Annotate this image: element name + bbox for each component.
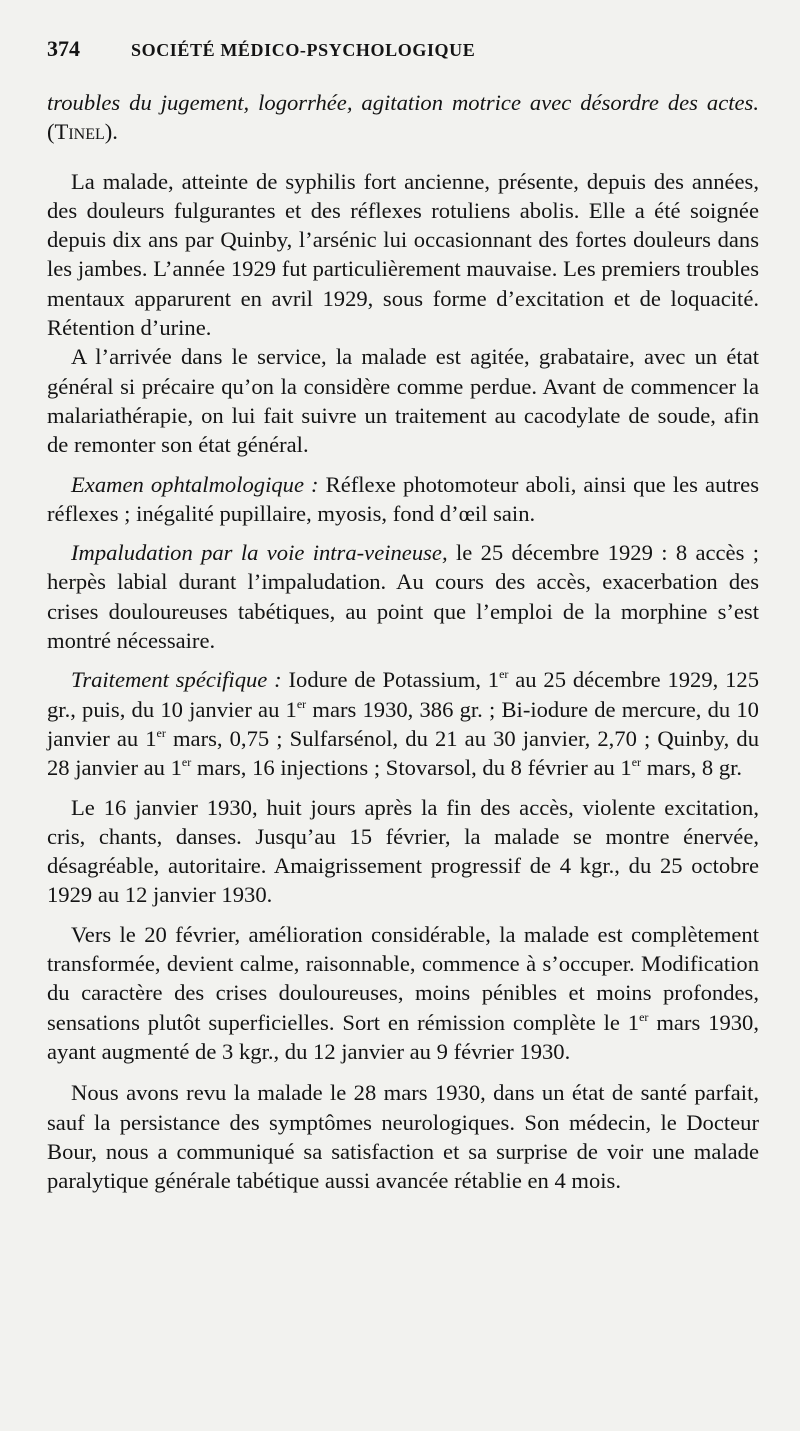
ophthalmology-label: Examen ophtalmologique : bbox=[71, 471, 319, 497]
paragraph-ophthalmology bbox=[47, 470, 759, 529]
treatment-text-a: Iodure de Potassium, 1 bbox=[281, 667, 500, 693]
paragraph-treatment bbox=[47, 665, 759, 782]
body-text bbox=[47, 88, 759, 1195]
impaludation-label: Impaludation par la voie intra-veineuse, bbox=[71, 540, 448, 566]
author-name: Tinel bbox=[54, 119, 105, 145]
paragraph-excitation: Le 16 janvier 1930, huit jours après la fin des accès, violente excitation, cris, chants, danses. Jusqu’au 15 février, la malade se montre énervée, désagréable, autoritaire. Amaigrissement progressif de 4 kgr., du 25 octobre 1929 au 12 janvier 1930. bbox=[47, 794, 759, 908]
treatment-text-e: mars, 16 injections ; Stovarsol, du 8 février au 1 bbox=[191, 755, 632, 781]
page-number: 374 bbox=[47, 36, 80, 61]
superscript-er: er bbox=[181, 755, 192, 770]
paragraph-impaludation bbox=[47, 538, 759, 655]
treatment-label: Traitement spécifique : bbox=[71, 667, 282, 693]
ophthalmology-text: Réflexe photomoteur aboli, ainsi que les autres réflexes ; inégalité pupillaire, myosis, fond d’œil sain. bbox=[47, 471, 759, 526]
paragraph-history: La malade, atteinte de syphilis fort ancienne, présente, depuis des années, des douleurs fulgurantes et des réflexes rotuliens abolis. Elle a été soignée depuis dix ans par Quinby, l’arsénic lui occasionnant des fortes douleurs dans les jambes. L’année 1929 fut particulièrement mauvaise. Les premiers troubles mentaux apparurent en avril 1929, sous forme d’excitation et de loquacité. Rétention d’urine. bbox=[47, 168, 759, 341]
superscript-er: er bbox=[499, 667, 509, 682]
author-close: ). bbox=[104, 119, 118, 145]
treatment-text-c: mars 1930, 386 gr. ; Bi-iodure de mercure, du 10 janvier au 1 bbox=[47, 696, 759, 751]
running-head bbox=[47, 36, 758, 74]
paragraph-admission: A l’arrivée dans le service, la malade est agitée, grabataire, avec un état général si précaire qu’on la considère comme perdue. Avant de commencer la malariathérapie, on lui fait suivre un traitement au cacodylate de soude, afin de remonter son état général. bbox=[47, 344, 759, 458]
impaludation-text: le 25 décembre 1929 : 8 accès ; herpès labial durant l’impaludation. Au cours des accès, exacerbation des crises douloureuses tabétiques, au point que l’emploi de la morphine s’est montré nécessaire. bbox=[47, 540, 759, 654]
paragraph-improvement bbox=[47, 920, 759, 1066]
paragraph-follow-up: Nous avons revu la malade le 28 mars 1930, dans un état de santé parfait, sauf la persistance des symptômes neurologiques. Son médecin, le Docteur Bour, nous a communiqué sa satisfaction et sa surprise de voir une malade paralytique générale tabétique aussi avancée rétablie en 4 mois. bbox=[47, 1080, 759, 1194]
running-title: SOCIÉTÉ MÉDICO-PSYCHOLOGIQUE bbox=[131, 40, 476, 60]
diagnosis-text: troubles du jugement, logorrhée, agitation motrice avec désordre des actes. bbox=[47, 90, 759, 115]
superscript-er: er bbox=[639, 1009, 649, 1024]
paragraph-diagnosis-continuation bbox=[47, 88, 759, 147]
superscript-er: er bbox=[296, 696, 307, 711]
superscript-er: er bbox=[156, 725, 166, 740]
author-open: ( bbox=[47, 119, 55, 145]
treatment-text-d: mars, 0,75 ; Sulfarsénol, du 21 au 30 janvier, 2,70 ; Quinby, du 28 janvier au 1 bbox=[47, 725, 759, 781]
treatment-text-f: mars, 8 gr. bbox=[641, 755, 743, 781]
improvement-text-b: mars 1930, ayant augmenté de 3 kgr., du 12 janvier au 9 février 1930. bbox=[47, 1009, 759, 1064]
improvement-text-a: Vers le 20 février, amélioration considérable, la malade est complètement transformée, devient calme, raisonnable, commence à s’occuper. Modification du caractère des crises douloureuses, moins pénibles et moins profondes, sensations plutôt superficielles. Sort en rémission complète le 1 bbox=[47, 921, 759, 1035]
treatment-text-b: au 25 décembre 1929, 125 gr., puis, du 10 janvier au 1 bbox=[47, 667, 759, 722]
superscript-er: er bbox=[631, 755, 642, 770]
